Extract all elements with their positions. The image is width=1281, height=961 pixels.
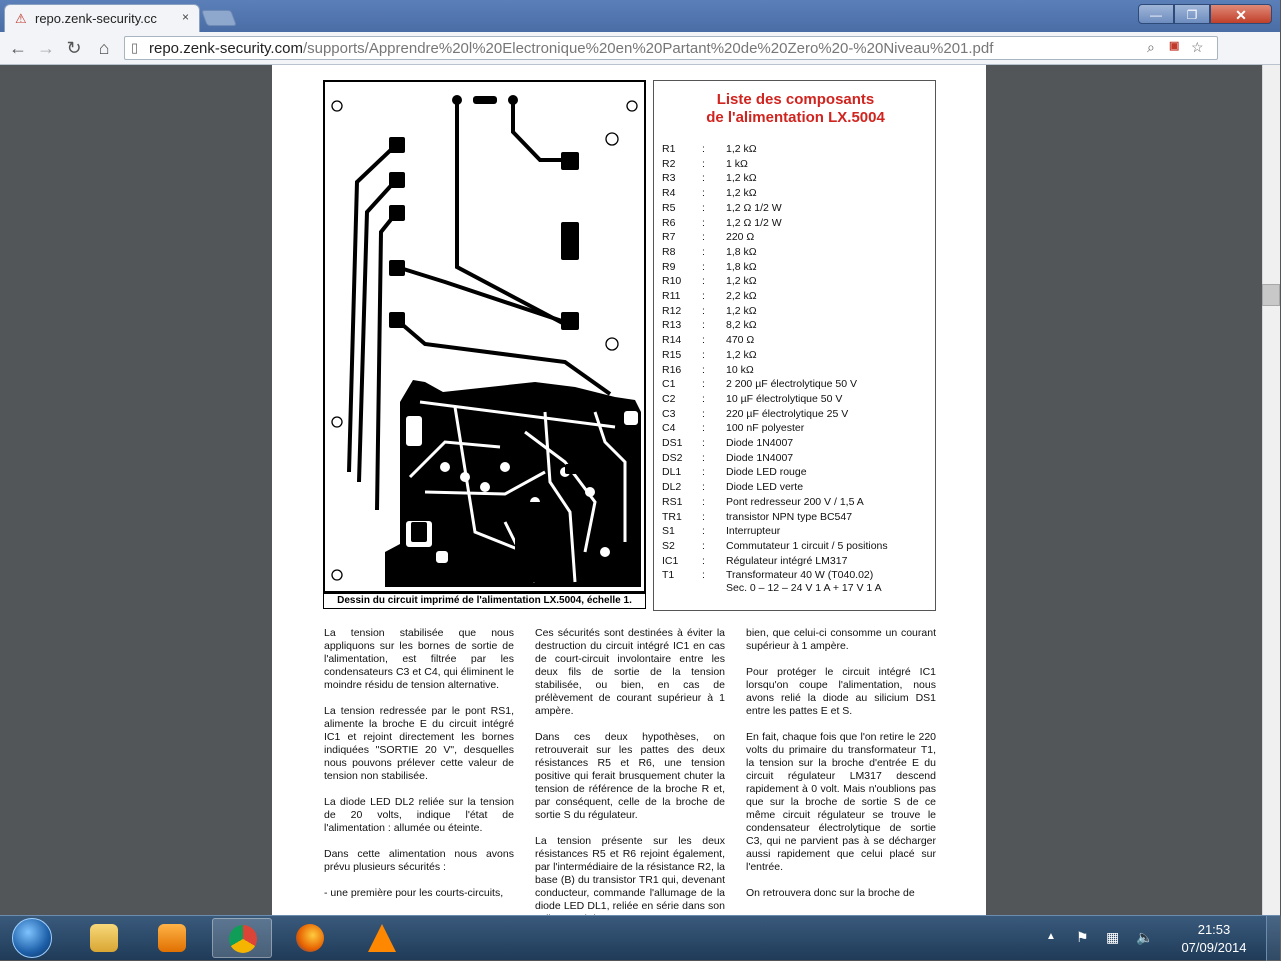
part-value: 1,2 kΩ xyxy=(726,348,757,361)
part-ref: R14 xyxy=(662,334,682,347)
forward-arrow-icon[interactable]: → xyxy=(37,38,55,58)
paragraph: On retrouvera donc sur la broche de xyxy=(746,887,915,899)
part-ref: C1 xyxy=(662,378,676,391)
paragraph: La tension redressée par le pont RS1, alimente la broche E du circuit intégré IC1 et rejoint directement les bornes indiquées "SORTIE 20 V", desquelles nous pouvons prélever cette valeur de tension non stabilisée. xyxy=(324,705,514,782)
part-value: 100 nF polyester xyxy=(726,422,805,435)
part-ref: R2 xyxy=(662,157,676,170)
part-value: 2,2 kΩ xyxy=(726,290,757,302)
part-value: Pont redresseur 200 V / 1,5 A xyxy=(726,495,864,508)
part-colon: : xyxy=(702,422,705,435)
part-value: 1,2 kΩ xyxy=(726,143,757,155)
media-player-taskbar-button[interactable] xyxy=(142,918,202,958)
part-value: 2 200 µF électrolytique 50 V xyxy=(726,378,857,391)
pcb-drawing xyxy=(323,80,646,593)
part-colon: : xyxy=(702,407,705,420)
part-colon: : xyxy=(702,437,705,449)
action-center-flag-icon[interactable]: ⚑ xyxy=(1076,929,1089,945)
part-ref: R1 xyxy=(662,143,676,155)
part-colon: : xyxy=(702,392,705,405)
part-ref: C4 xyxy=(662,422,676,435)
transformer-secondary-note: Sec. 0 – 12 – 24 V 1 A + 17 V 1 A xyxy=(726,582,882,594)
part-ref: R16 xyxy=(662,363,682,376)
reload-icon[interactable]: ↻ xyxy=(66,38,82,58)
paragraph: Dans cette alimentation nous avons prévu plusieurs sécurités : xyxy=(324,848,514,873)
tray-expand-icon[interactable]: ▲ xyxy=(1046,931,1056,942)
part-ref: S1 xyxy=(662,525,675,538)
close-window-button[interactable]: ✕ xyxy=(1210,4,1272,24)
part-ref: R8 xyxy=(662,245,676,258)
url-text[interactable] xyxy=(149,40,993,57)
vertical-scrollbar[interactable] xyxy=(1262,65,1280,915)
part-ref: R15 xyxy=(662,348,682,361)
paragraph: La diode LED DL2 reliée sur la tension de 20 volts, indique l'état de l'alimentation : allumée ou éteinte. xyxy=(324,796,514,834)
part-value: 1,8 kΩ xyxy=(726,245,757,258)
part-ref: TR1 xyxy=(662,510,682,523)
maximize-button[interactable]: ❐ xyxy=(1174,4,1210,24)
part-colon: : xyxy=(702,172,705,185)
part-value: 1,2 Ω 1/2 W xyxy=(726,216,782,229)
part-colon: : xyxy=(702,466,705,479)
paragraph: En fait, chaque fois que l'on retire le 220 volts du primaire du transformateur T1, la tension sur la broche d'entrée E du circuit régulateur LM317 descend rapidement à 0 volt. Mais n'oublions pas que sur la broche de sortie S de ce même circuit régulateur se trouve le condensateur électrolytique de sortie C3, qui ne parvient pas à se décharger aussi rapidement que celui placé sur l'entrée. xyxy=(746,731,936,873)
url-path: /supports/Apprendre%20l%20Electronique%20en%20Partant%20de%20Zero%20-%20Niveau%201.pdf xyxy=(302,40,994,57)
minimize-button[interactable]: — xyxy=(1138,4,1174,24)
part-colon: : xyxy=(702,348,705,361)
paragraph: La tension stabilisée que nous appliquons sur les bornes de sortie de l'alimentation, est filtrée par les condensateurs C3 et C4, qui éliminent le moindre résidu de tension alternative. xyxy=(324,627,514,691)
part-value: 220 Ω xyxy=(726,231,755,244)
pdf-icon[interactable]: ▣ xyxy=(1169,40,1180,52)
address-bar[interactable] xyxy=(124,36,1218,60)
part-ref: R3 xyxy=(662,172,676,185)
part-ref: DL2 xyxy=(662,481,682,494)
part-colon: : xyxy=(702,334,705,347)
part-ref: R11 xyxy=(662,290,681,302)
part-value: Transformateur 40 W (T040.02) xyxy=(726,569,874,582)
part-colon: : xyxy=(702,143,705,155)
text-column-1 xyxy=(324,627,514,913)
firefox-taskbar-button[interactable] xyxy=(280,918,340,958)
part-ref: C3 xyxy=(662,407,676,420)
part-colon: : xyxy=(702,245,705,258)
parts-title-line1: Liste des composants xyxy=(716,91,875,108)
volume-icon[interactable]: 🔈 xyxy=(1136,929,1154,945)
clock-time[interactable]: 21:53 xyxy=(1197,922,1231,937)
tab-title: repo.zenk-security.cc xyxy=(35,11,157,26)
part-ref: DS2 xyxy=(662,451,683,464)
part-colon: : xyxy=(702,481,705,494)
part-ref: R9 xyxy=(662,260,676,273)
clock-date[interactable]: 07/09/2014 xyxy=(1181,940,1247,955)
part-ref: R10 xyxy=(662,275,682,288)
vlc-taskbar-button[interactable] xyxy=(352,918,412,958)
chrome-taskbar-button[interactable] xyxy=(212,918,272,958)
explorer-taskbar-button[interactable] xyxy=(74,918,134,958)
part-value: 8,2 kΩ xyxy=(726,319,757,332)
part-colon: : xyxy=(702,510,705,523)
part-value: 1,2 kΩ xyxy=(726,275,757,288)
pdf-favicon-icon: ⚠ xyxy=(15,11,27,26)
vlc-icon xyxy=(368,924,396,952)
home-icon[interactable]: ⌂ xyxy=(98,38,110,58)
pdf-page xyxy=(272,65,986,915)
part-value: 1,2 kΩ xyxy=(726,187,757,200)
scrollbar-thumb[interactable] xyxy=(1262,284,1280,306)
part-ref: R12 xyxy=(662,304,682,317)
pdf-viewer[interactable] xyxy=(0,65,1262,915)
part-colon: : xyxy=(702,201,705,214)
part-value: Interrupteur xyxy=(726,525,781,538)
part-value: Commutateur 1 circuit / 5 positions xyxy=(726,539,888,552)
part-ref: R13 xyxy=(662,319,682,332)
part-value: 1 kΩ xyxy=(726,157,748,170)
tab-active[interactable] xyxy=(4,4,200,32)
part-colon: : xyxy=(702,157,705,170)
part-colon: : xyxy=(702,260,705,273)
text-column-2 xyxy=(535,627,725,939)
part-colon: : xyxy=(702,231,705,244)
parts-title-line2: de l'alimentation LX.5004 xyxy=(706,109,885,126)
part-ref: IC1 xyxy=(662,554,679,567)
start-button-icon[interactable] xyxy=(12,918,52,958)
part-value: Diode LED verte xyxy=(726,481,804,494)
page-icon: ▯ xyxy=(131,40,139,55)
back-arrow-icon[interactable]: ← xyxy=(9,38,27,58)
part-value: 1,2 kΩ xyxy=(726,304,757,317)
part-value: 220 µF électrolytique 25 V xyxy=(726,407,849,420)
show-desktop-button[interactable] xyxy=(1266,916,1281,961)
media-player-icon xyxy=(158,924,186,952)
part-value: 470 Ω xyxy=(726,334,755,347)
part-value: 1,2 kΩ xyxy=(726,172,757,185)
part-colon: : xyxy=(702,554,705,567)
part-ref: R5 xyxy=(662,201,676,214)
browser-toolbar xyxy=(0,32,1280,65)
folder-icon xyxy=(90,924,118,952)
chrome-icon xyxy=(229,925,257,953)
text-column-3 xyxy=(746,627,936,913)
part-colon: : xyxy=(702,495,705,508)
part-value: 10 µF électrolytique 50 V xyxy=(726,392,843,405)
part-colon: : xyxy=(702,451,705,464)
part-ref: R4 xyxy=(662,187,676,200)
firefox-icon xyxy=(296,924,324,952)
tab-close-icon[interactable]: × xyxy=(181,10,189,24)
paragraph: La tension présente sur les deux résistances R5 et R6 rejoint également, par l'intermédiaire de la résistance R2, la base (B) du transistor TR1 qui, devenant conducteur, commande l'allumage de la diode LED DL1, reliée en série dans son xyxy=(535,835,725,912)
part-value: Diode 1N4007 xyxy=(726,451,794,464)
part-colon: : xyxy=(702,187,705,200)
part-colon: : xyxy=(702,275,705,288)
part-colon: : xyxy=(702,363,705,376)
pcb-trace-image xyxy=(325,82,644,591)
part-value: 1,2 Ω 1/2 W xyxy=(726,201,782,214)
paragraph: - une première pour les courts-circuits, xyxy=(324,887,504,899)
network-icon[interactable]: ▦ xyxy=(1106,929,1120,945)
parts-list-box xyxy=(653,80,936,611)
part-colon: : xyxy=(702,290,705,302)
part-colon: : xyxy=(702,319,705,332)
paragraph: Ces sécurités sont destinées à éviter la destruction du circuit intégré IC1 en cas de court-circuit involontaire entre les deux fils de sortie de la tension stabilisée, ou bien, en cas de prélèvement de courant supérieur à 1 ampère. xyxy=(535,627,725,717)
part-colon: : xyxy=(702,304,705,317)
part-value: 10 kΩ xyxy=(726,363,754,376)
part-colon: : xyxy=(702,216,705,229)
part-ref: R6 xyxy=(662,216,676,229)
part-value: 1,8 kΩ xyxy=(726,260,757,273)
bookmark-star-icon[interactable]: ☆ xyxy=(1191,39,1204,55)
new-tab-button[interactable] xyxy=(201,10,237,26)
part-value: Diode LED rouge xyxy=(726,466,807,479)
url-domain: repo.zenk-security.com xyxy=(149,40,303,57)
paragraph: Pour protéger le circuit intégré IC1 lorsqu'on coupe l'alimentation, nous avons relié la diode au silicium DS1 entre les pattes E et S. xyxy=(746,666,936,717)
part-colon: : xyxy=(702,525,705,538)
browser-titlebar xyxy=(0,0,1280,32)
part-colon: : xyxy=(702,539,705,552)
part-value: transistor NPN type BC547 xyxy=(726,510,853,523)
part-ref: DS1 xyxy=(662,437,683,449)
part-ref: DL1 xyxy=(662,466,682,479)
part-value: Régulateur intégré LM317 xyxy=(726,554,848,567)
part-value: Diode 1N4007 xyxy=(726,437,794,449)
part-ref: R7 xyxy=(662,231,676,244)
part-ref: RS1 xyxy=(662,495,683,508)
part-ref: T1 xyxy=(662,569,675,582)
part-colon: : xyxy=(702,378,705,391)
paragraph: Dans ces deux hypothèses, on retrouverait sur les pattes des deux résistances R5 et R6, une tension positive qui ferait brusquement chuter la tension de référence de la broche R et, par conséquent, celle de la broche de sortie S du régulateur. xyxy=(535,731,725,821)
paragraph: bien, que celui-ci consomme un courant supérieur à 1 ampère. xyxy=(746,627,936,652)
parts-list-title xyxy=(654,91,937,127)
windows-taskbar xyxy=(0,915,1280,960)
part-ref: C2 xyxy=(662,392,676,405)
part-ref: S2 xyxy=(662,539,675,552)
zoom-icon[interactable]: ⌕ xyxy=(1147,39,1155,55)
pcb-caption: Dessin du circuit imprimé de l'alimentation LX.5004, échelle 1. xyxy=(323,593,646,609)
part-colon: : xyxy=(702,569,705,582)
